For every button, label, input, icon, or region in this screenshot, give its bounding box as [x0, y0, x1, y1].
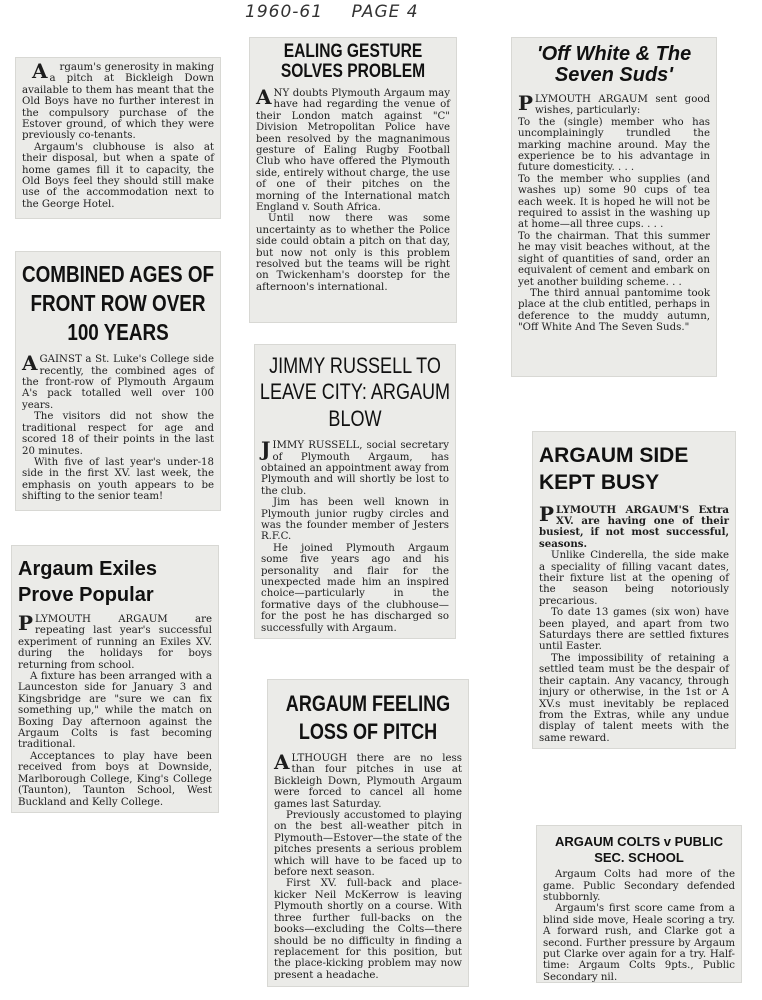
- clipping-ealing-gesture: [250, 38, 456, 322]
- clipping-argaum-side-busy: [533, 432, 735, 748]
- article-headline: 'Off White & The Seven Suds': [536, 43, 692, 86]
- article-lead: PLYMOUTH ARGAUM'S Extra XV. are having one of their busiest, if not most successful, seasons.: [539, 501, 729, 550]
- article-paragraph: Acceptances to play have been received from boys at Downside, Marlborough College, King's College (Taunton), Taunton School, West Buckland and Kelly College.: [18, 750, 212, 808]
- clipping-jimmy-russell: [255, 345, 455, 638]
- article-paragraph: To date 13 games (six won) have been played, and apart from two Saturdays there are settled fixtures until Easter.: [539, 607, 729, 653]
- article-paragraph: Argaum's generosity in making a pitch at Bickleigh Down available to them has meant that the Old Boys have no further interest in the compulsory purchase of the Estover ground, of which they were previously co-tenants.: [22, 59, 214, 142]
- article-paragraph: To the member who supplies (and washes up) some 90 cups of tea each week. It is hoped he will not be required to assist in the washing up at home—all three cups. . . .: [518, 173, 710, 231]
- clipping-off-white: [512, 38, 716, 376]
- article-paragraph: To the (single) member who has uncomplainingly trundled the marking machine around. May the experience be to his advantage in future domesticity. . . .: [518, 116, 710, 174]
- article-paragraph: JIMMY RUSSELL, social secretary of Plymouth Argaum, has obtained an appointment away from Plymouth and will shortly be lost to the club.: [261, 437, 449, 497]
- article-paragraph: With five of last year's under-18 side in the first XV. last week, the emphasis on youth appears to be shifting to the senior team!: [22, 456, 214, 503]
- article-paragraph: A fixture has been arranged with a Launceston side for January 3 and Kingsbridge are "sure we can fix something up," while the match on Boxing Day afternoon against the Argaum Colts is fast becoming traditional.: [18, 671, 212, 751]
- article-paragraph: First XV. full-back and place-kicker Neil McKerrow is leaving Plymouth shortly on a course. With three further full-backs on the books—excluding the Colts—there should be no difficulty in finding a replacement for this position, but the place-kicking problem may now present a headache.: [274, 878, 462, 981]
- clipping-argaum-exiles: [12, 546, 218, 812]
- clipping-colts-vs-public-sec: [537, 826, 741, 982]
- article-paragraph: Argaum Colts had more of the game. Public Secondary defended stubbornly.: [543, 869, 735, 903]
- article-headline: ARGAUM COLTS v PUBLIC SEC. SCHOOL: [554, 834, 724, 865]
- article-paragraph: ALTHOUGH there are no less than four pitches in use at Bickleigh Down, Plymouth Argaum were forced to cancel all home games last Saturday.: [274, 750, 462, 810]
- article-paragraph: The impossibility of retaining a settled team must be the despair of their captain. Any vacancy, through injury or otherwise, in the 1st or A XV.s must inevitably be replaced from the Extras, while any undue display of talent meets with the same reward.: [539, 652, 729, 744]
- article-headline: JIMMY RUSSELL TO LEAVE CITY: ARGAUM BLOW: [259, 353, 451, 431]
- clipping-old-boys-pitch: [16, 58, 220, 218]
- article-headline: ARGAUM SIDE KEPT BUSY: [539, 444, 689, 495]
- article-paragraph: Until now there was some uncertainty as to whether the Police side could obtain a pitch on that day, but now not only is this problem resolved but the teams will be right on Twickenham's doorstep for the afternoon's international.: [256, 213, 450, 293]
- clipping-loss-of-pitch: [268, 680, 468, 986]
- article-paragraph: The visitors did not show the traditional respect for age and scored 18 of their points in the last 20 minutes.: [22, 411, 214, 457]
- handwritten-year: 1960-61: [245, 2, 324, 22]
- article-headline: ARGAUM FEELING LOSS OF PITCH: [285, 691, 451, 744]
- article-headline: COMBINED AGES OF FRONT ROW OVER 100 YEARS: [21, 261, 215, 345]
- article-headline: EALING GESTURE SOLVES PROBLEM: [280, 41, 426, 82]
- article-paragraph: PLYMOUTH ARGAUM are repeating last year's successful experiment of running an Exiles XV. during the holidays for boys returning from school.: [18, 611, 212, 671]
- article-paragraph: PLYMOUTH ARGAUM sent good wishes, particularly:: [518, 91, 710, 117]
- article-paragraph: The third annual pantomime took place at the club entitled, perhaps in deference to the muddy autumn, "Off White And The Seven Suds.": [518, 287, 710, 334]
- article-headline: Argaum Exiles Prove Popular: [18, 558, 157, 606]
- clipping-combined-ages: [16, 252, 220, 510]
- article-paragraph: Argaum's clubhouse is also at their disposal, but when a spate of home games fill it to capacity, the Old Boys feel they should still make use of the accommodation next to the George Hotel.: [22, 141, 214, 210]
- article-paragraph: Jim has been well known in Plymouth junior rugby circles and was the founder member of Jesters R.F.C.: [261, 497, 449, 543]
- article-paragraph: Previously accustomed to playing on the best all-weather pitch in Plymouth—Estover—the state of the pitches presents a serious problem which will have to be faced up to before next season.: [274, 810, 462, 879]
- article-paragraph: He joined Plymouth Argaum some five years ago and his personality and flair for the unexpected made him an inspired choice—particularly in the formative days of the clubhouse—for the post he has discharged so successfully with Argaum.: [261, 542, 449, 634]
- article-paragraph: Argaum's first score came from a blind side move, Heale scoring a try. A forward rush, and Clarke got a second. Further pressure by Argaum put Clarke over again for a try. Half-time: Argaum Colts 9pts., Public Secondary nil.: [543, 903, 735, 982]
- handwritten-annotation: [245, 2, 441, 22]
- article-paragraph: Unlike Cinderella, the side make a speciality of filling vacant dates, their fixture list at the opening of the season being notoriously precarious.: [539, 550, 729, 607]
- handwritten-page-number: PAGE 4: [351, 2, 419, 22]
- article-paragraph: AGAINST a St. Luke's College side recently, the combined ages of the front-row of Plymouth Argaum A's pack totalled well over 100 years.: [22, 351, 214, 411]
- article-paragraph: To the chairman. That this summer he may visit beaches without, at the sight of quantities of sand, order an equivalent of cement and embark on yet another building scheme. . .: [518, 230, 710, 288]
- article-paragraph: ANY doubts Plymouth Argaum may have had regarding the venue of their London match against "C" Division Metropolitan Police have been resolved by the magnanimous gesture of Ealing Rugby Football Club who have offered the Plymouth side, entirely without charge, the use of one of their pitches on the morning of the International match England v. South Africa.: [256, 84, 450, 213]
